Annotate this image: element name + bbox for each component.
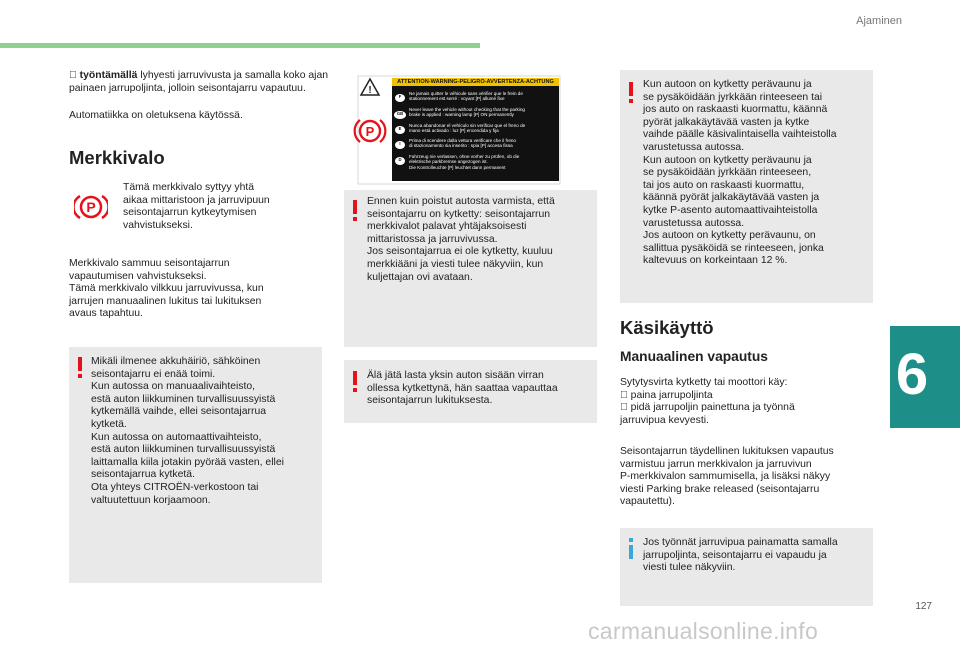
intro-bold: työntämällä bbox=[69, 70, 127, 81]
subheading-manual-release: Manuaalinen vapautus bbox=[620, 349, 768, 364]
warning-icon bbox=[78, 357, 82, 371]
warning-leave-text: Ennen kuin poistut autosta varmista, että seisontajarru on kytketty: seisontajarrun merkkivalot palavat yhtäjaksoisesti mittaristossa ja jarruvivussa. Jos seisontajarrua ei ole kytketty, kuuluu merkkiääni ja viesti tulee näkyviin, kun kuljettajan ovi avataan. bbox=[367, 196, 555, 283]
release-steps: Sytytysvirta kytketty tai moottori käy: paina jarrupoljinta pidä jarrupoljin painettuna ja työnnä jarruvipua kevyesti. bbox=[620, 377, 788, 426]
heading-merkkivalo: Merkkivalo bbox=[69, 147, 165, 168]
label-row-text: Prima di scendere dalla vettura verificare che il freno di stazionamento sia inserito : spia [P] accesa fissa bbox=[409, 138, 516, 149]
intro-default: Automatiikka on oletuksena käytössä. bbox=[69, 110, 243, 121]
watermark: carmanualsonline.info bbox=[588, 618, 819, 644]
label-row: E bbox=[398, 126, 402, 131]
intro-rest: lyhyesti jarruvivusta ja samalla koko ajan painaen jarrupoljinta, jolloin seisontajarru vapautuu. bbox=[69, 70, 318, 94]
label-row: I bbox=[399, 141, 401, 146]
info-text: Jos työnnät jarruvipua painamatta samalla jarrupoljinta, seisontajarru ei vapaudu ja viesti tulee näkyviin. bbox=[643, 537, 838, 574]
warning-child-text: Älä jätä lasta yksin auton sisään virran ollessa kytkettynä, hän saattaa vapauttaa seisontajarrun lukituksesta. bbox=[367, 370, 558, 407]
body-text: Merkkivalo sammuu seisontajarrun vapautumisen vahvistukseksi. Tämä merkkivalo vilkkuu jarruvivussa, kun jarrujen manuaalinen lukitus tai lukituksen avaus tapahtuu. bbox=[69, 258, 264, 320]
svg-text:P: P bbox=[365, 124, 375, 139]
chapter-number: 6 bbox=[895, 342, 929, 407]
page-number: 127 bbox=[915, 601, 932, 612]
parking-brake-icon bbox=[74, 192, 108, 222]
label-row-text: Never leave the vehicle without checking that the parking brake is applied : warning lamp [P] ON permanently bbox=[409, 107, 525, 118]
header-accent-line bbox=[0, 43, 480, 48]
section-title: Ajaminen bbox=[856, 15, 902, 27]
release-result: Seisontajarrun täydellinen lukituksen vapautus varmistuu jarrun merkkivalon ja jarruvivun P-merkkivalon sammumisella, ja lisäksi näkyy viesti Parking brake released (seisontajarru vapautettu). bbox=[620, 446, 834, 508]
label-row: GB bbox=[396, 111, 404, 116]
warning-label-image bbox=[344, 70, 596, 187]
label-row: F bbox=[398, 94, 402, 99]
warning-trailer-text: Kun autoon on kytketty perävaunu ja se pysäköidään jyrkkään rinteeseen tai jos auto on raskaasti kuormattu, käännä pyörät jalkakäytävää vasten ja kytke vaihde päälle käsivalintaisella vaihteistolla varustetussa autossa. Kun autoon on kytketty perävaunu ja se pysäköidään jyrkkään rinteeseen, tai jos auto on raskaasti kuormattu, käännä pyörät jalkakäytävää vasten ja kytke P-asento automaattivaihteistolla varustetussa autossa. Jos autoon on kytketty perävaunu, on sallittua pysäköidä se rinteeseen, jonka kaltevuus on korkeintaan 12 %. bbox=[643, 79, 837, 267]
warning-icon bbox=[353, 200, 357, 214]
warning-icon bbox=[629, 82, 633, 96]
heading-kasikaytto: Käsikäyttö bbox=[620, 317, 714, 338]
warning-battery-text: Mikäli ilmenee akkuhäiriö, sähköinen seisontajarru ei enää toimi. Kun autossa on manuaalivaihteisto, estä auton liikkuminen turvallisuussyistä kytkemällä vaihde, ellei seisontajarrua kytketä. Kun autossa on automaattivaihteisto, estä auton liikkuminen turvallisuussyistä laittamalla kiila jotakin pyörää vasten, ellei seisontajarrua kytketä. Ota yhteys CITROËN-verkostoon tai valtuutettuun korjaamoon. bbox=[91, 356, 284, 506]
label-row-text: Ne jamais quitter le véhicule sans vérifier que le frein de stationnement est serré : voyant [P] allumé fixe bbox=[409, 91, 523, 102]
svg-text:!: ! bbox=[368, 85, 372, 96]
label-row: D bbox=[398, 157, 402, 162]
info-icon bbox=[629, 545, 633, 559]
svg-text:P: P bbox=[86, 199, 96, 215]
label-header: ATTENTION-WARNING-PELIGRO-AVVERTENZA-ACHTUNG bbox=[397, 79, 554, 85]
intro-paragraph bbox=[69, 70, 329, 95]
label-row-text: Fahrzeug nie verlassen, ohne vorher zu prüfen, ob die elektrische parkbremse angezogen ist. Die Kontrolleuchte [P] leuchtet dann permanent bbox=[409, 154, 520, 170]
label-row-text: Nunca abandonar el vehículo sin verificar que el freno de mano está activado : luz [P] encendida y fija bbox=[409, 123, 526, 134]
icon-description: Tämä merkkivalo syttyy yhtä aikaa mittaristoon ja jarruvipuun seisontajarrun kytkeytymisen vahvistukseksi. bbox=[123, 182, 270, 231]
warning-icon bbox=[353, 371, 357, 385]
